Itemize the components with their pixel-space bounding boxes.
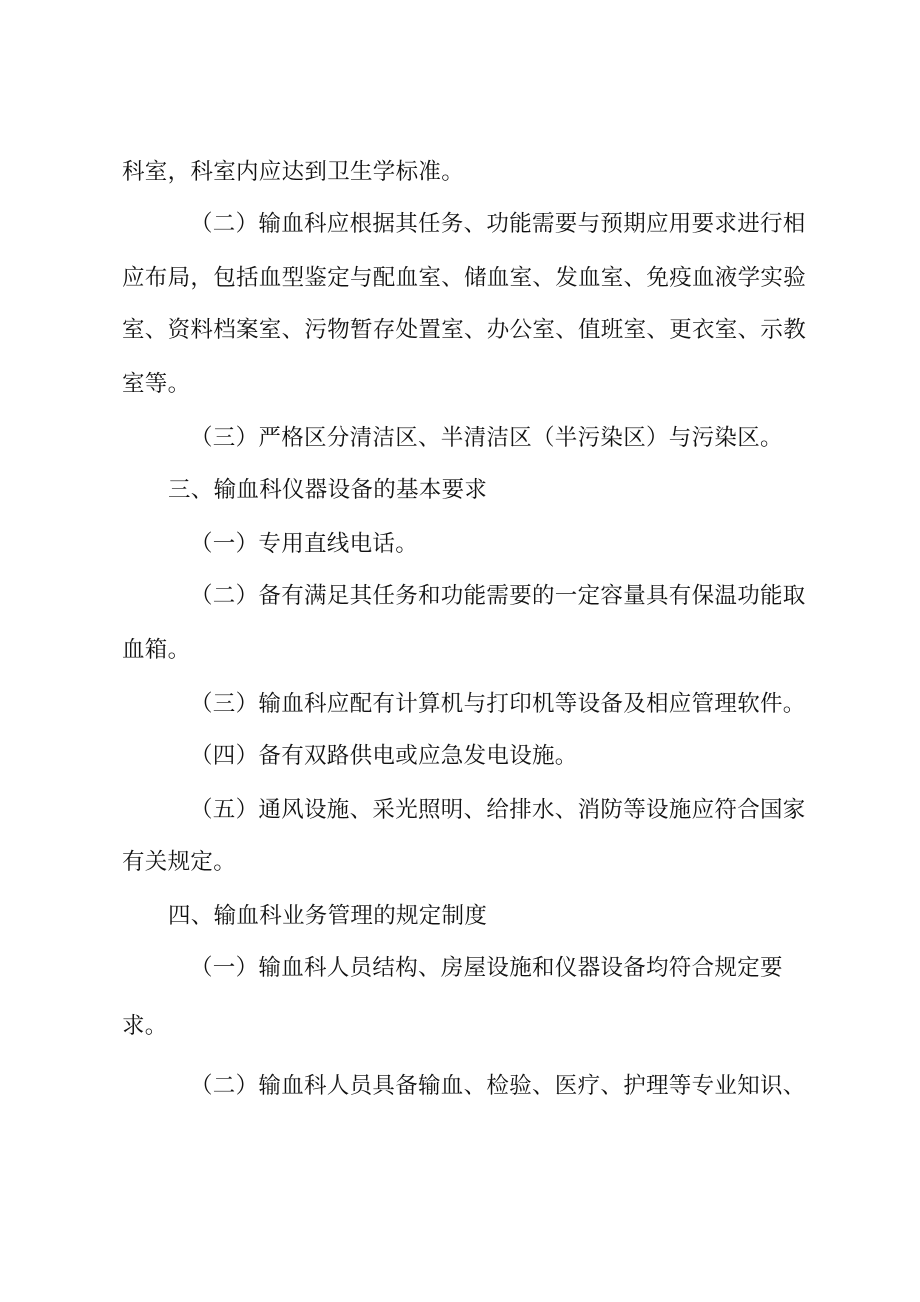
item-facilities-end: 有关规定。 xyxy=(122,849,237,875)
item-blood-box-end: 血箱。 xyxy=(122,637,191,663)
item-blood-box-start: （二）备有满足其任务和功能需要的一定容量具有保温功能取 xyxy=(190,583,806,609)
text-line-5: 室等。 xyxy=(122,371,191,397)
text-line-3: 应布局，包括血型鉴定与配血室、储血室、发血室、免疫血液学实验 xyxy=(122,265,807,291)
item-computer: （三）输血科应配有计算机与打印机等设备及相应管理软件。 xyxy=(190,691,806,717)
item-phone: （一）专用直线电话。 xyxy=(190,531,419,557)
item-power: （四）备有双路供电或应急发电设施。 xyxy=(190,743,578,769)
paragraph-2-start: （二）输血科应根据其任务、功能需要与预期应用要求进行相 xyxy=(190,211,806,237)
item-knowledge-start: （二）输血科人员具备输血、检验、医疗、护理等专业知识、 xyxy=(190,1073,806,1099)
section-heading-3: 三、输血科仪器设备的基本要求 xyxy=(168,477,488,503)
section-heading-4: 四、输血科业务管理的规定制度 xyxy=(168,903,488,929)
text-line-4: 室、资料档案室、污物暂存处置室、办公室、值班室、更衣室、示教 xyxy=(122,317,807,343)
item-staff-start: （一）输血科人员结构、房屋设施和仪器设备均符合规定要 xyxy=(190,955,783,981)
item-staff-end: 求。 xyxy=(122,1013,168,1039)
item-facilities-start: （五）通风设施、采光照明、给排水、消防等设施应符合国家 xyxy=(190,797,806,823)
paragraph-3-clean-zones: （三）严格区分清洁区、半清洁区（半污染区）与污染区。 xyxy=(190,425,783,451)
text-line-1: 科室，科室内应达到卫生学标准。 xyxy=(122,159,465,185)
